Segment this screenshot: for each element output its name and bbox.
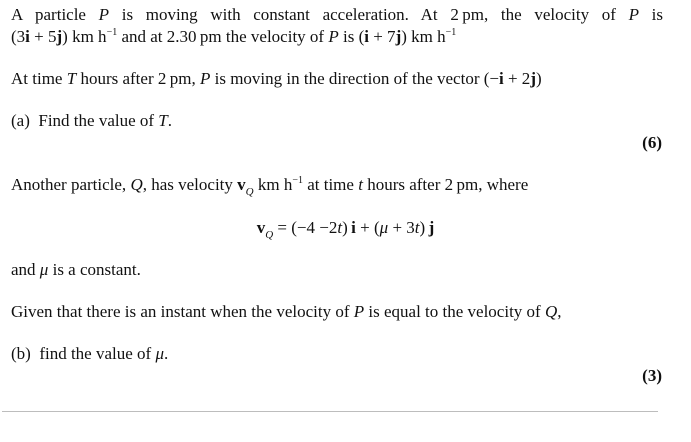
part-a-marks: (6) [642, 133, 662, 152]
direction-line: At time T hours after 2 pm, P is moving in the direction of the vector (−i + 2j) [11, 69, 542, 88]
given-line: Given that there is an instant when the velocity of P is equal to the velocity of Q, [11, 302, 562, 321]
part-a-question: (a) Find the value of T. [11, 111, 173, 130]
part-b-marks: (3) [642, 366, 662, 385]
part-b-question: (b) find the value of μ. [11, 344, 169, 363]
part-b-label: (b) [11, 344, 31, 363]
intro-line-1: A particle P is moving with constant acceleration. At 2 pm, the velocity of P is [11, 5, 663, 24]
var-P: P [628, 5, 639, 24]
intro-line-2: (3i + 5j) km $h^{-1}$ and at 2.30 pm the velocity of P is (i + 7j) km $h^{-1}$ [11, 27, 457, 46]
mu-constant-line: and μ is a constant. [11, 260, 141, 279]
q-intro-line: Another particle, Q, has velocity $v_Q$ km $h^{-1}$ at time t hours after 2 pm, where [11, 175, 529, 198]
part-a-label: (a) [11, 111, 30, 130]
velocity-equation: $v_Q = (-4 -2t) i + (\mu + 3t)$ j [256, 218, 435, 241]
var-P: P [98, 5, 110, 24]
divider-line [2, 411, 658, 412]
